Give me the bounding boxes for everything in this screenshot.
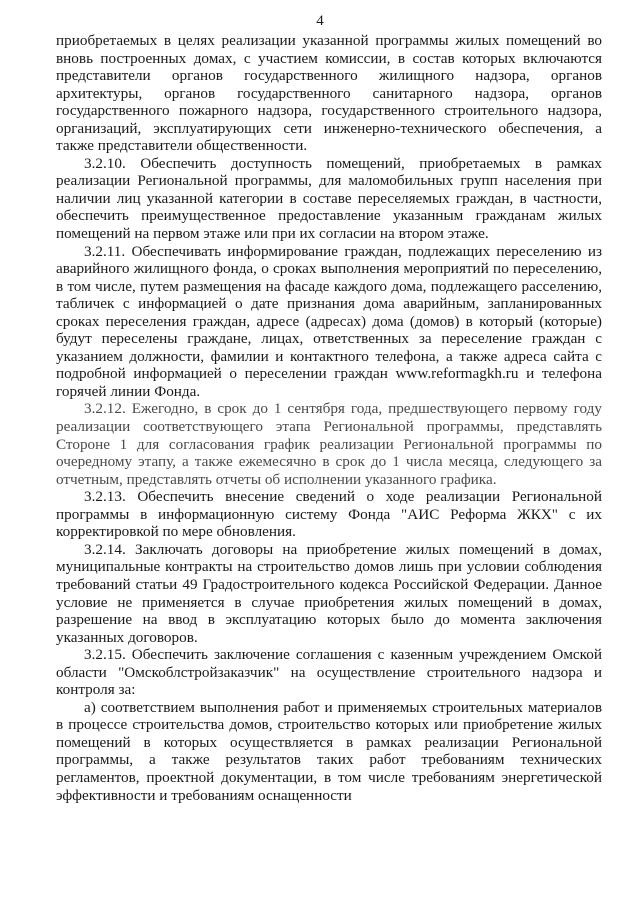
paragraph-3-2-11: 3.2.11. Обеспечивать информирование граждан, подлежащих переселению из аварийного жилищного фонда, о сроках выполнения мероприятий по переселению, в том числе, путем размещения на фасаде каждого дома, подлежащего расселению, табличек с информацией о дате признания дома аварийным, запланированных сроках переселения граждан, адресе (адресах) дома (домов) в который (которые) будут переселены граждане, лицах, ответственных за переселение граждан с указанием должности, фамилии и контактного телефона, а также адреса сайта с подробной информацией о переселении граждан www.reformagkh.ru и телефона горячей линии Фонда. [56, 242, 602, 400]
paragraph-3-2-10: 3.2.10. Обеспечить доступность помещений, приобретаемых в рамках реализации Региональной программы, для маломобильных групп населения при наличии лиц указанной категории в составе переселяемых граждан, в частности, обеспечить преимущественное предоставление указанным гражданам жилых помещений на первом этаже или при их согласии на втором этаже. [56, 154, 602, 243]
paragraph-3-2-12: 3.2.12. Ежегодно, в срок до 1 сентября года, предшествующего первому году реализации соответствующего этапа Региональной программы, представлять Стороне 1 для согласования график реализации Региональной программы по очередному этапу, а также ежемесячно в срок до 1 числа месяца, следующего за отчетным, представлять отчеты об исполнении указанного графика. [56, 400, 602, 488]
document-body [56, 32, 602, 804]
paragraph-3-2-14: 3.2.14. Заключать договоры на приобретение жилых помещений в домах, муниципальные контракты на строительство домов лишь при условии соблюдения требований статьи 49 Градостроительного кодекса Российской Федерации. Данное условие не применяется в случае приобретения жилых помещений в домах, разрешение на ввод в эксплуатацию которых было до момента заключения указанных договоров. [56, 540, 602, 646]
page-number: 4 [316, 13, 324, 29]
paragraph-3-2-13: 3.2.13. Обеспечить внесение сведений о ходе реализации Региональной программы в информационную систему Фонда "АИС Реформа ЖКХ" с их корректировкой по мере обновления. [56, 488, 602, 541]
paragraph-3-2-15: 3.2.15. Обеспечить заключение соглашения с казенным учреждением Омской области "Омскоблстройзаказчик" на осуществление строительного надзора и контроля за: [56, 646, 602, 699]
list-item-a: а) соответствием выполнения работ и применяемых строительных материалов в процессе строительства домов, строительство которых или приобретение жилых помещений в которых осуществляется в рамках реализации Региональной программы, а также результатов таких работ требованиям технических регламентов, проектной документации, в том числе требованиям энергетической эффективности и требованиям оснащенности [56, 698, 602, 804]
paragraph-continuation: приобретаемых в целях реализации указанной программы жилых помещений во вновь построенных домах, с участием комиссии, в состав которых включаются представители органов государственного жилищного надзора, органов архитектуры, органов государственного санитарного надзора, органов государственного пожарного надзора, государственного строительного надзора, организаций, эксплуатирующих сети инженерно-технического обеспечения, а также представители общественности. [56, 32, 602, 155]
